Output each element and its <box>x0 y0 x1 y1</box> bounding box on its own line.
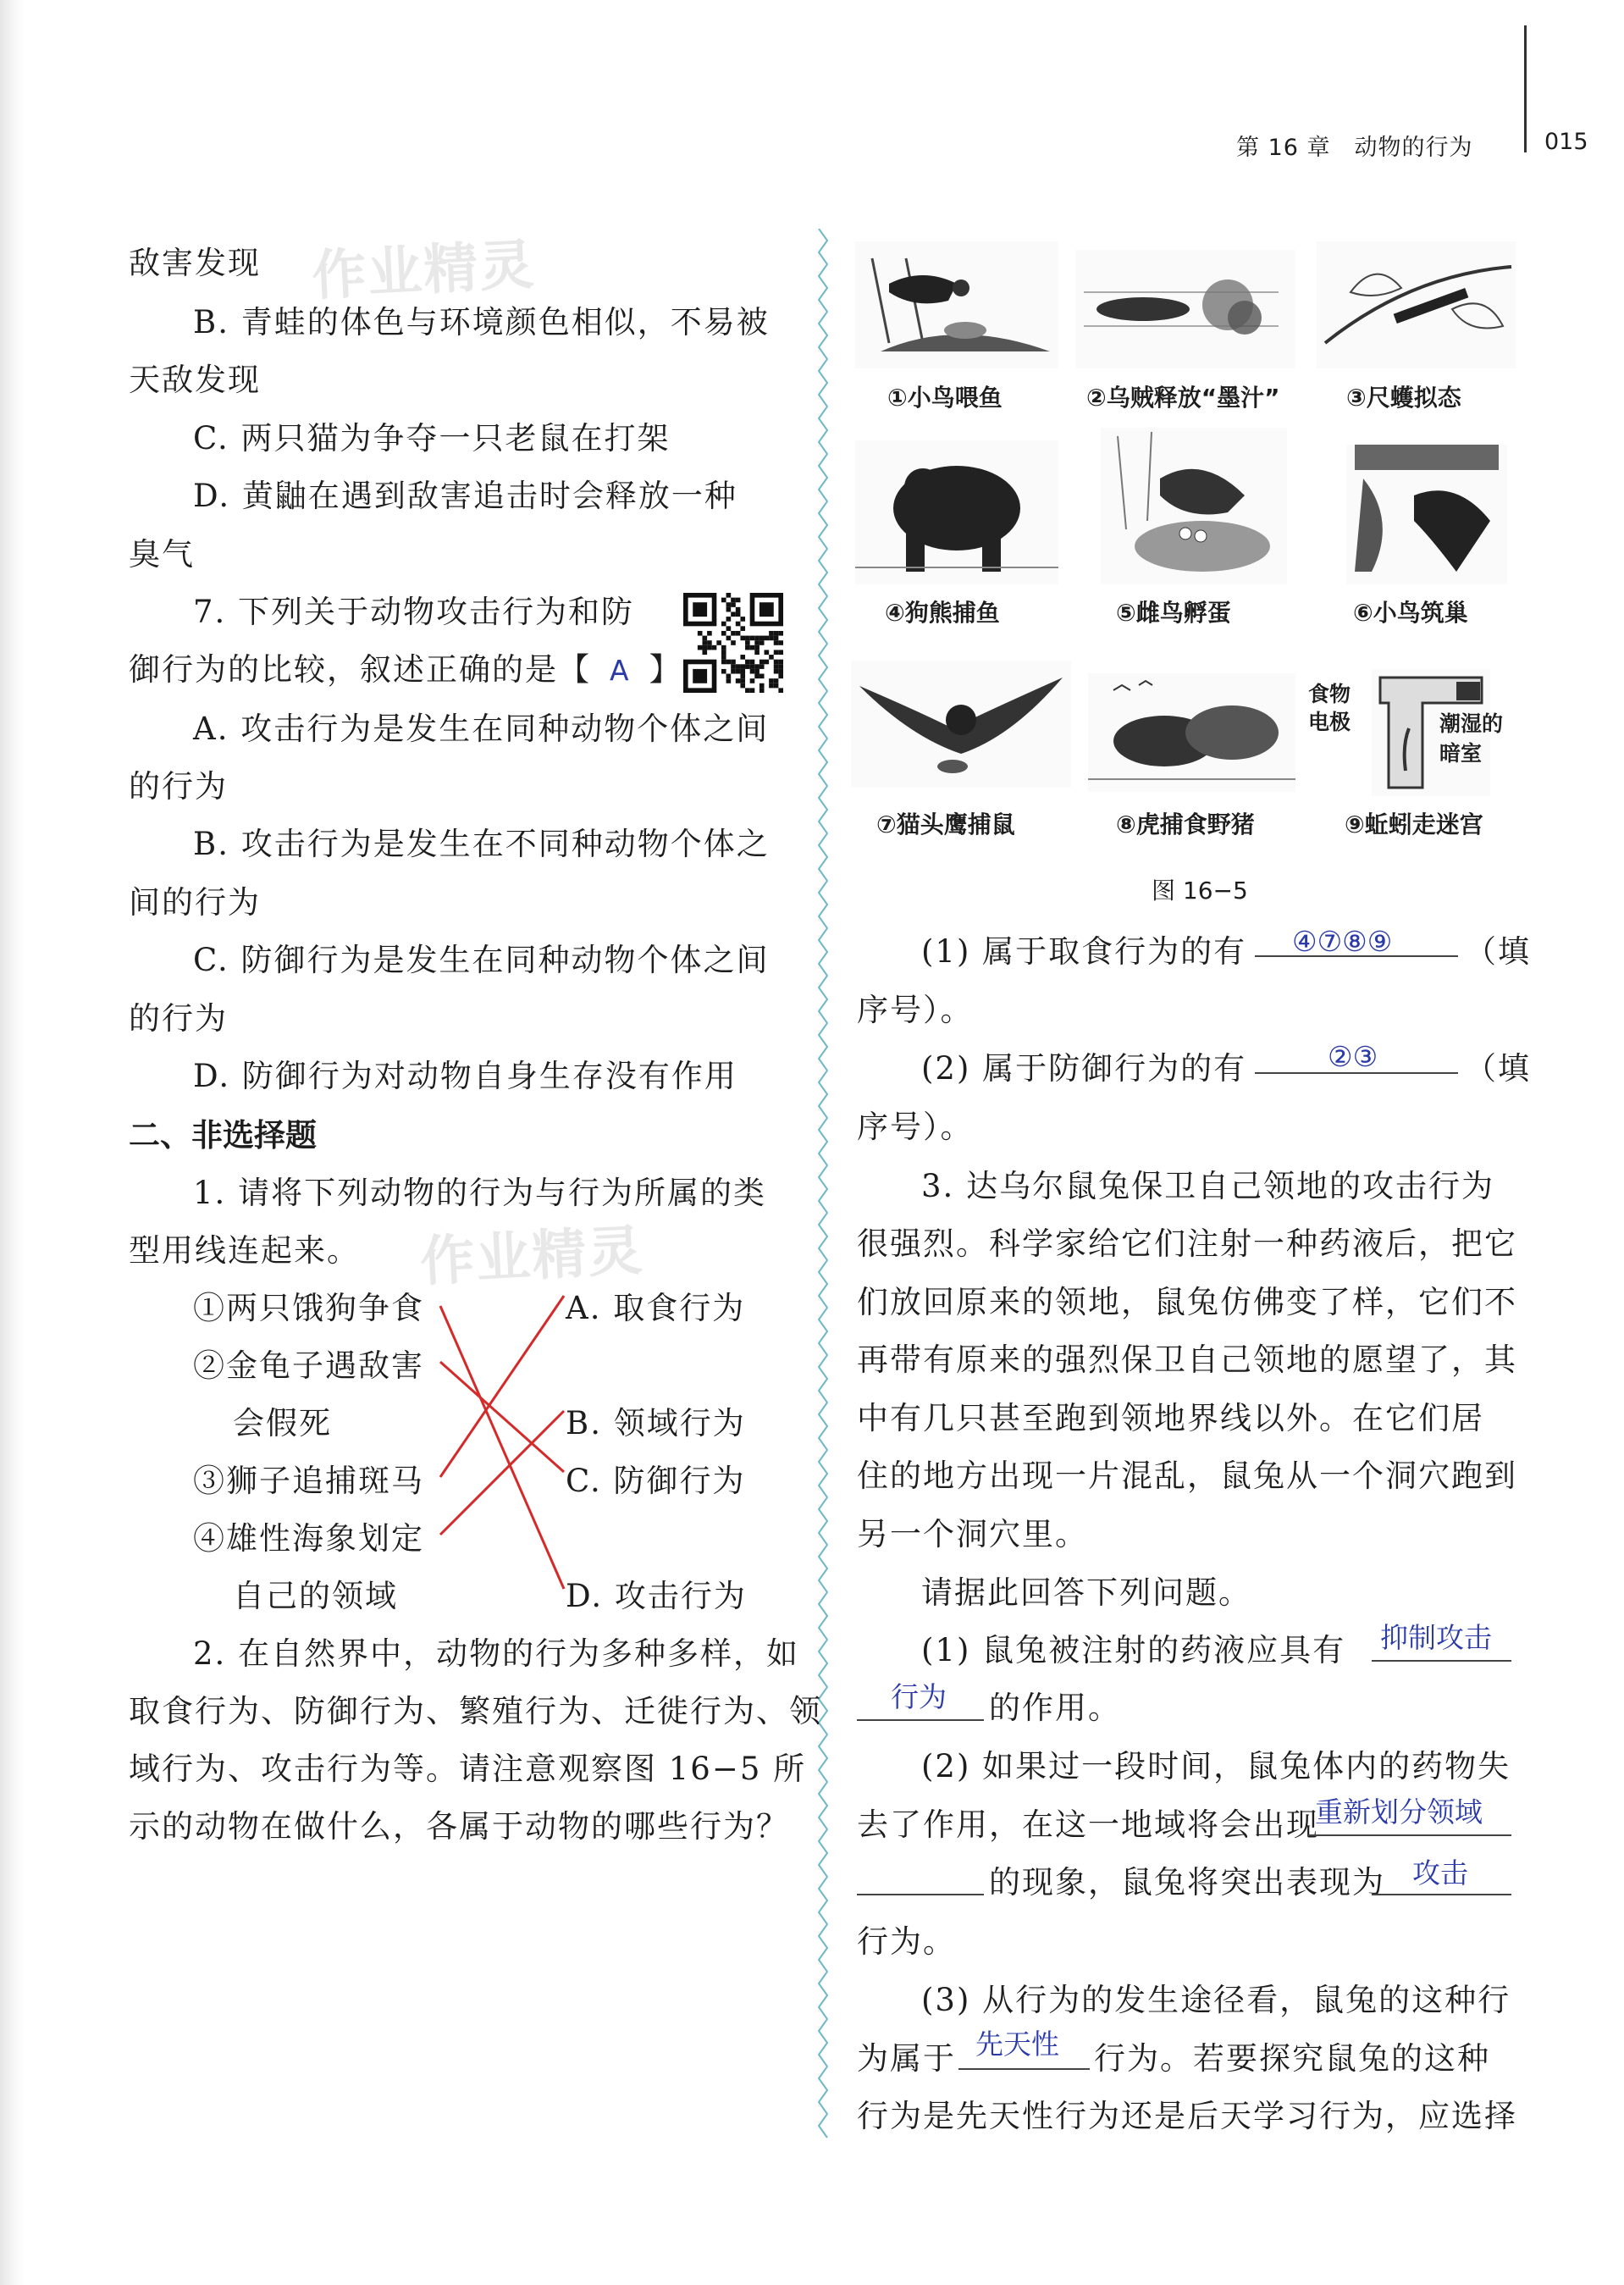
q2-1-text: （填 <box>1465 933 1531 970</box>
q3-2-text: 去了作用，在这一地域将会出现 <box>857 1806 1319 1843</box>
q7-text: 御行为的比较，叙述正确的是【 <box>129 651 591 688</box>
figure-caption: ⑨蚯蚓走迷宫 <box>1345 811 1483 838</box>
fig-squid-ink <box>1075 250 1295 368</box>
matching-lines <box>423 1270 593 1609</box>
watermark: 作业精灵 <box>310 234 538 308</box>
answer-blank <box>958 2068 1090 2070</box>
column-divider <box>815 229 831 2143</box>
match-left-item: ①两只饿狗争食 <box>193 1290 424 1326</box>
match-right-item: B. 领域行为 <box>566 1405 746 1441</box>
maze-label: 潮湿的 <box>1439 711 1504 736</box>
q3-line: 中有几只甚至跑到领地界线以外。在它们居 <box>857 1400 1484 1436</box>
figure-caption: ⑥小鸟筑巢 <box>1353 599 1468 627</box>
q2-line: 取食行为、防御行为、繁殖行为、迁徙行为、领 <box>129 1693 822 1729</box>
q3-1-text: 的作用。 <box>989 1690 1121 1726</box>
header-divider <box>1524 25 1527 152</box>
text-line: 的行为 <box>129 1000 228 1037</box>
fig-bird-hatching <box>1101 428 1287 584</box>
match-line-1-D <box>440 1306 564 1589</box>
option-a: A. 攻击行为是发生在同种动物个体之间 <box>193 711 770 747</box>
q2-2-text: 序号）。 <box>857 1109 974 1145</box>
match-right-item: A. 取食行为 <box>566 1290 746 1326</box>
match-right-item: C. 防御行为 <box>566 1463 746 1499</box>
figure-title: 图 16−5 <box>1152 877 1248 905</box>
fig-tiger-boar <box>1088 673 1295 792</box>
q2-line: 2. 在自然界中，动物的行为多种多样，如 <box>193 1635 800 1672</box>
q3-line: 们放回原来的领地，鼠兔仿佛变了样，它们不 <box>857 1284 1517 1320</box>
text-line: 的行为 <box>129 768 228 805</box>
q3-line: 住的地方出现一片混乱，鼠兔从一个洞穴跑到 <box>857 1458 1517 1494</box>
page-number: 015 <box>1544 129 1588 155</box>
answer-blank <box>1308 1834 1511 1836</box>
figure-caption: ④狗熊捕鱼 <box>885 599 1000 627</box>
q3-3-text: 行为是先天性行为还是后天学习行为，应选择 <box>857 2098 1517 2134</box>
answer-blank <box>1372 1894 1511 1895</box>
text-line: 天敌发现 <box>129 362 261 398</box>
q3-1-answer: 抑制攻击 <box>1380 1621 1492 1654</box>
q3-3-answer: 先天性 <box>975 2028 1059 2061</box>
match-left-item: ③狮子追捕斑马 <box>193 1463 424 1499</box>
fig-owl-hunting <box>851 661 1071 788</box>
q2-1-text: (1) 属于取食行为的有 <box>921 933 1247 970</box>
text-line: 臭气 <box>129 536 195 573</box>
maze-label: 暗室 <box>1439 741 1483 766</box>
q2-2-text: (2) 属于防御行为的有 <box>921 1050 1247 1087</box>
q2-2-answer: ②③ <box>1328 1040 1378 1073</box>
figure-caption: ⑤雌鸟孵蛋 <box>1116 599 1231 627</box>
match-left-item: ②金龟子遇敌害 <box>193 1347 424 1384</box>
q2-1-answer: ④⑦⑧⑨ <box>1292 925 1393 958</box>
figure-caption: ③尺蠖拟态 <box>1346 384 1461 412</box>
maze-label: 食物 <box>1308 682 1351 706</box>
q3-3-text: 行为。若要探究鼠兔的这种 <box>1094 2040 1490 2077</box>
text-line: B. 青蛙的体色与环境颜色相似，不易被 <box>193 304 770 340</box>
answer-blank <box>857 1894 984 1895</box>
question-7-line <box>129 644 682 689</box>
q3-1-text: (1) 鼠兔被注射的药液应具有 <box>921 1632 1346 1668</box>
q3-2-text: (2) 如果过一段时间，鼠兔体内的药物失 <box>921 1748 1511 1784</box>
option-c: C. 防御行为是发生在同种动物个体之间 <box>193 942 770 978</box>
option-d: D. 防御行为对动物自身生存没有作用 <box>193 1058 737 1094</box>
match-left-item: 自己的领域 <box>233 1578 398 1614</box>
q7-bracket: 】 <box>649 651 682 688</box>
q1-line: 1. 请将下列动物的行为与行为所属的类 <box>193 1175 767 1211</box>
watermark: 作业精灵 <box>418 1220 646 1294</box>
q2-2-text: （填 <box>1465 1050 1531 1087</box>
q3-2-answer: 攻击 <box>1412 1856 1468 1889</box>
fig-inchworm <box>1317 241 1516 368</box>
figure-caption: ⑦猫头鹰捕鼠 <box>876 811 1015 838</box>
qr-code-icon[interactable] <box>682 593 784 693</box>
q1-line: 型用线连起来。 <box>129 1232 360 1269</box>
match-left-item: 会假死 <box>233 1405 332 1441</box>
text-line: 间的行为 <box>129 884 261 921</box>
q3-1-answer: 行为 <box>891 1680 947 1713</box>
fig-bird-nesting <box>1346 445 1507 584</box>
question-7-line: 7. 下列关于动物攻击行为和防 <box>193 594 635 630</box>
q3-line: 另一个洞穴里。 <box>857 1516 1088 1552</box>
answer-blank <box>857 1719 984 1721</box>
q3-2-text: 行为。 <box>857 1923 956 1960</box>
figure-caption: ①小鸟喂鱼 <box>887 384 1003 412</box>
figure-caption: ⑧虎捕食野猪 <box>1116 811 1255 838</box>
answer-blank <box>1372 1660 1511 1662</box>
q7-answer: A <box>610 654 631 687</box>
match-line-2-C <box>440 1362 564 1472</box>
q2-1-text: 序号）。 <box>857 992 974 1028</box>
option-b: B. 攻击行为是发生在不同种动物个体之 <box>193 826 770 862</box>
section-heading: 二、非选择题 <box>129 1117 317 1154</box>
text-line: 敌害发现 <box>129 245 261 281</box>
match-right-item: D. 攻击行为 <box>566 1578 747 1614</box>
fig-bird-feeding-fish <box>855 241 1058 368</box>
page-edge-shadow <box>0 0 24 2285</box>
q3-line: 再带有原来的强烈保卫自己领地的愿望了，其 <box>857 1342 1517 1378</box>
q3-2-answer: 重新划分领域 <box>1315 1795 1483 1829</box>
figure-caption: ②乌贼释放“墨汁” <box>1086 384 1280 412</box>
q2-line: 示的动物在做什么，各属于动物的哪些行为？ <box>129 1808 789 1845</box>
match-line-4-B <box>440 1411 564 1535</box>
text-line: D. 黄鼬在遇到敌害追击时会释放一种 <box>193 478 737 514</box>
q3-3-text: 为属于 <box>857 2040 956 2077</box>
text-line: C. 两只猫为争夺一只老鼠在打架 <box>193 420 671 456</box>
maze-label: 电极 <box>1308 710 1351 734</box>
q3-3-text: (3) 从行为的发生途径看，鼠兔的这种行 <box>921 1982 1511 2018</box>
q3-line: 3. 达乌尔鼠兔保卫自己领地的攻击行为 <box>921 1168 1495 1204</box>
fig-bear-fishing <box>855 440 1058 584</box>
q2-line: 域行为、攻击行为等。请注意观察图 16−5 所 <box>129 1751 807 1787</box>
q3-line: 请据此回答下列问题。 <box>921 1574 1251 1611</box>
q3-2-text: 的现象，鼠兔将突出表现为 <box>989 1864 1385 1900</box>
chapter-header: 第 16 章 动物的行为 <box>1236 135 1473 161</box>
match-left-item: ④雄性海象划定 <box>193 1520 424 1557</box>
q3-line: 很强烈。科学家给它们注射一种药液后，把它 <box>857 1225 1517 1262</box>
